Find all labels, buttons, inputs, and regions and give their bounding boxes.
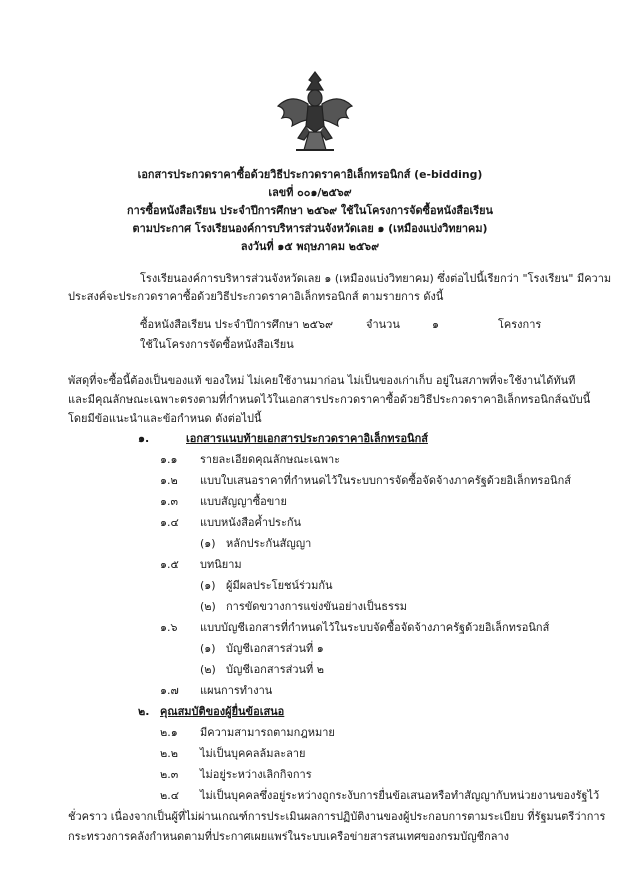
list-item: แบบใบเสนอราคาที่กำหนดไว้ในระบบการจัดซื้อจัดจ้างภาครัฐด้วยอิเล็กทรอนิกส์: [200, 474, 571, 487]
list-item: แบบบัญชีเอกสารที่กำหนดไว้ในระบบจัดซื้อจัดจ้างภาครัฐด้วยอิเล็กทรอนิกส์: [200, 621, 550, 634]
quantity-label: จำนวน: [366, 318, 400, 331]
list-subitem-number: (๒): [200, 663, 216, 676]
list-item-number: ๑.๔: [160, 516, 179, 529]
list-item: ไม่เป็นบุคคลซึ่งอยู่ระหว่างถูกระงับการยื่นข้อเสนอหรือทำสัญญากับหน่วยงานของรัฐไว้: [200, 789, 600, 802]
announcement-reference: ตามประกาศ โรงเรียนองค์การบริหารส่วนจังหวัดเลย ๑ (เหมืองแบ่งวิทยาคม): [132, 222, 488, 235]
list-item-number: ๒.๓: [160, 768, 179, 781]
paragraph-continuation-2: กระทรวงการคลังกำหนดตามที่ประกาศเผยแพร่ในระบบเครือข่ายสารสนเทศของกรมบัญชีกลาง: [68, 830, 510, 843]
list-subitem: บัญชีเอกสารส่วนที่ ๒: [226, 663, 325, 676]
list-item: แผนการทำงาน: [200, 684, 273, 697]
quantity-value: ๑: [432, 318, 439, 331]
list-item-number: ๑.๓: [160, 495, 178, 508]
list-item: แบบหนังสือค้ำประกัน: [200, 516, 302, 529]
unit-label: โครงการ: [498, 318, 542, 331]
list-item-number: ๒.๔: [160, 789, 180, 802]
list-subitem: ผู้มีผลประโยชน์ร่วมกัน: [226, 579, 333, 592]
paragraph-continuation-1: ชั่วคราว เนื่องจากเป็นผู้ที่ไม่ผ่านเกณฑ์การประเมินผลการปฏิบัติงานของผู้ประกอบการตามระเบียบ ที่รัฐมนตรีว่าการ: [68, 810, 606, 823]
intro-line-2: ประสงค์จะประกวดราคาซื้อด้วยวิธีประกวดราคาอิเล็กทรอนิกส์ ตามรายการ ดังนี้: [68, 290, 444, 303]
document-subject: การซื้อหนังสือเรียน ประจำปีการศึกษา ๒๕๖๙ ใช้ในโครงการจัดซื้อหนังสือเรียน: [127, 204, 493, 217]
list-subitem-number: (๑): [200, 537, 216, 550]
list-item-number: ๒.๒: [160, 747, 178, 760]
list-item-number: ๑.๒: [160, 474, 178, 487]
list-item-number: ๑.๕: [160, 558, 179, 571]
list-item: ไม่อยู่ระหว่างเลิกกิจการ: [200, 768, 312, 781]
list-subitem: การขัดขวางการแข่งขันอย่างเป็นธรรม: [226, 600, 408, 613]
garuda-emblem-icon: [276, 70, 354, 156]
list-subitem: บัญชีเอกสารส่วนที่ ๑: [226, 642, 324, 655]
paragraph-line-2: และมีคุณลักษณะเฉพาะตรงตามที่กำหนดไว้ในเอกสารประกวดราคาซื้อด้วยวิธีประกวดราคาอิเล็กทรอนิกส์ฉบับนี้: [68, 393, 591, 406]
list-item-number: ๑.๖: [160, 621, 178, 634]
list-item: รายละเอียดคุณลักษณะเฉพาะ: [200, 453, 341, 466]
list-item-number: ๑.๑: [160, 453, 178, 466]
list-item: มีความสามารถตามกฎหมาย: [200, 726, 335, 739]
item-name: ซื้อหนังสือเรียน ประจำปีการศึกษา ๒๕๖๙: [140, 318, 333, 331]
list-subitem-number: (๒): [200, 600, 216, 613]
list-item-number: ๒.๑: [160, 726, 178, 739]
intro-line-1: โรงเรียนองค์การบริหารส่วนจังหวัดเลย ๑ (เหมืองแบ่งวิทยาคม) ซึ่งต่อไปนี้เรียกว่า "โรงเรียน" มีความ: [140, 272, 612, 285]
list-subitem-number: (๑): [200, 642, 216, 655]
section-2-number: ๒.: [138, 705, 150, 718]
document-title: เอกสารประกวดราคาซื้อด้วยวิธีประกวดราคาอิเล็กทรอนิกส์ (e-bidding): [137, 168, 483, 181]
list-subitem-number: (๑): [200, 579, 216, 592]
paragraph-line-1: พัสดุที่จะซื้อนี้ต้องเป็นของแท้ ของใหม่ ไม่เคยใช้งานมาก่อน ไม่เป็นของเก่าเก็บ อยู่ในสภาพที่จะใช้งานได้ทันที: [68, 374, 576, 387]
list-item: ไม่เป็นบุคคลล้มละลาย: [200, 747, 306, 760]
list-subitem: หลักประกันสัญญา: [226, 537, 312, 550]
section-1-number: ๑.: [138, 432, 150, 445]
list-item: บทนิยาม: [200, 558, 242, 571]
list-item: แบบสัญญาซื้อขาย: [200, 495, 287, 508]
section-2-title: คุณสมบัติของผู้ยื่นข้อเสนอ: [160, 705, 285, 718]
item-name-continued: ใช้ในโครงการจัดซื้อหนังสือเรียน: [140, 338, 294, 351]
paragraph-line-3: โดยมีข้อแนะนำและข้อกำหนด ดังต่อไปนี้: [68, 412, 262, 425]
list-item-number: ๑.๗: [160, 684, 179, 697]
announcement-date: ลงวันที่ ๑๕ พฤษภาคม ๒๕๖๙: [240, 240, 380, 253]
section-1-title: เอกสารแนบท้ายเอกสารประกวดราคาอิเล็กทรอนิกส์: [186, 432, 428, 445]
document-number: เลขที่ ๐๐๑/๒๕๖๙: [268, 186, 352, 199]
